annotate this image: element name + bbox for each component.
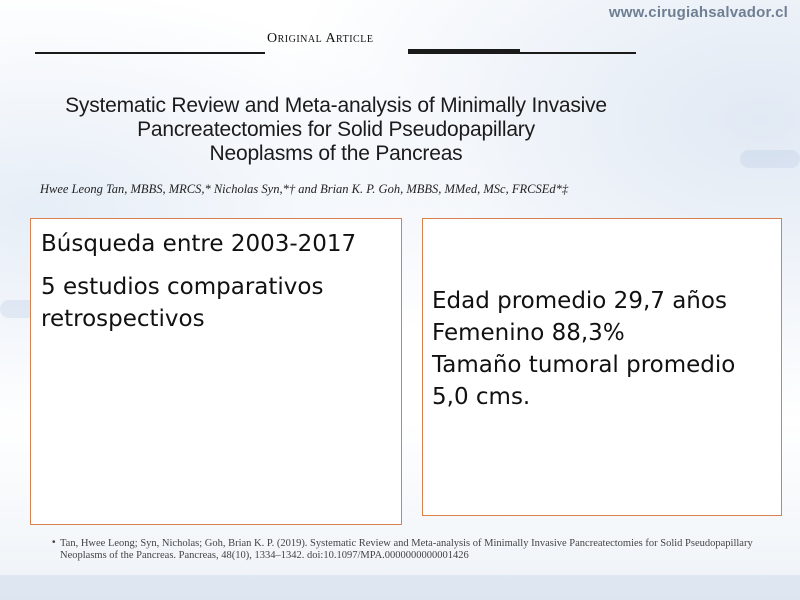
header-rule-right-accent [408, 49, 520, 52]
results-stats [432, 285, 777, 413]
background-streak [740, 150, 800, 168]
studies-text: 5 estudios comparativos retrospectivos [41, 274, 324, 332]
stat-mean-age: Edad promedio 29,7 años [432, 288, 727, 314]
paper-title-line: Pancreatectomies for Solid Pseudopapillary [137, 118, 535, 141]
search-range-text: Búsqueda entre 2003-2017 [41, 231, 357, 257]
stat-tumor-size-value: 5,0 cms. [432, 384, 531, 410]
results-summary-box [422, 218, 782, 516]
stat-tumor-size-label: Tamaño tumoral promedio [432, 352, 736, 378]
reference-citation: Tan, Hwee Leong; Syn, Nicholas; Goh, Brian K. P. (2019). Systematic Review and Meta-analysis of Minimally Invasive Pancreatectomies for Solid Pseudopapillary Neoplasms of the Pancreas. Pancreas, 48(10), 1334–1342. doi:10.1097/MPA.0000000000001426 [60, 538, 753, 561]
header-rule-left [35, 52, 265, 54]
background-streak [0, 575, 800, 600]
section-label: Original Article [267, 31, 374, 46]
paper-title-line: Neoplasms of the Pancreas [209, 142, 463, 165]
paper-title [30, 94, 642, 166]
paper-title-line: Systematic Review and Meta-analysis of Minimally Invasive [65, 94, 607, 117]
reference-bullet: • [52, 537, 56, 548]
search-summary-box [30, 218, 402, 525]
paper-authors: Hwee Leong Tan, MBBS, MRCS,* Nicholas Syn,*† and Brian K. P. Goh, MBBS, MMed, MSc, FRCSEd*‡ [40, 182, 569, 196]
header-rule-right [408, 52, 636, 54]
stat-female: Femenino 88,3% [432, 320, 625, 346]
website-url: www.cirugiahsalvador.cl [608, 4, 788, 21]
